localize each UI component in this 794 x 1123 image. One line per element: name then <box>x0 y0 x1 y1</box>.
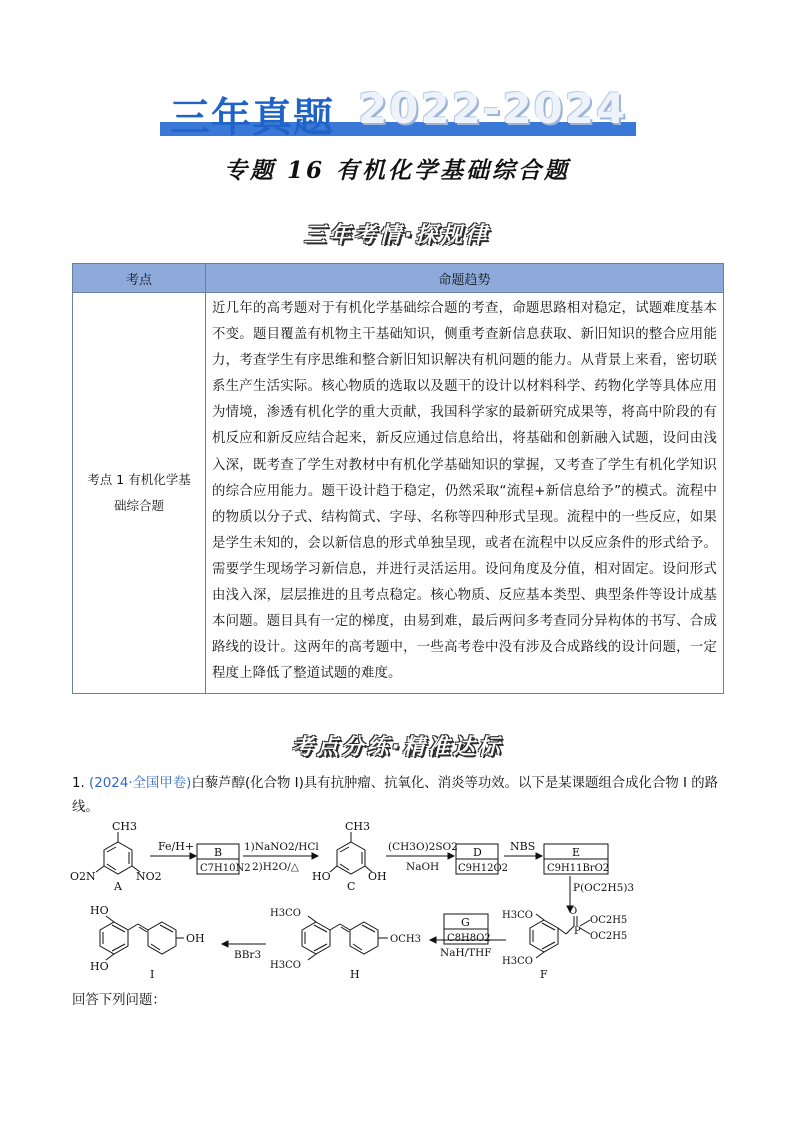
group-h3co-h1: H3CO <box>270 908 301 919</box>
reagent-step5: P(OC2H5)3 <box>573 882 635 894</box>
group-oh-i: OH <box>186 932 205 945</box>
compound-h-structure <box>302 916 388 960</box>
label-i: I <box>150 968 155 981</box>
reagent-step2b: 2)H2O/△ <box>252 861 299 873</box>
compound-i-structure <box>100 916 184 960</box>
question-number: 1. <box>72 776 85 791</box>
answer-prompt: 回答下列问题： <box>72 993 166 1008</box>
label-e: E <box>572 846 581 859</box>
label-h: H <box>350 968 360 981</box>
group-h3co-f2: H3CO <box>502 956 533 967</box>
kaodian-cell <box>73 293 206 694</box>
reagent-step1: Fe/H+ <box>158 840 195 853</box>
reagent-step2a: 1)NaNO2/HCl <box>244 841 319 853</box>
formula-g: C8H8O2 <box>447 933 491 944</box>
compound-c-structure <box>330 832 372 874</box>
compound-a-structure <box>96 832 140 874</box>
formula-d: C9H12O2 <box>458 863 509 874</box>
label-a: A <box>114 880 122 893</box>
group-ho-i2: HO <box>90 960 109 973</box>
header-trend: 命题趋势 <box>206 264 724 293</box>
subject-title: 专题 16 有机化学基础综合题 <box>223 157 571 184</box>
group-ho-i1: HO <box>90 904 109 917</box>
question-stem: 白藜芦醇(化合物 I)具有抗肿瘤、抗氧化、消炎等功效。以下是某课题组合成化合物 I 的路线。 <box>72 776 718 815</box>
reagent-step6: NaH/THF <box>440 947 492 959</box>
header-kaodian: 考点 <box>73 264 206 293</box>
trend-cell: 近几年的高考题对于有机化学基础综合题的考查，命题思路相对稳定，试题难度基本不变。题目覆盖有机物主干基础知识，侧重考查新信息获取、新旧知识的整合应用能力，考查学生有序思维和整合新旧知识解决有机问题的能力。从背景上来看，密切联系生产生活实际。核心物质的选取以及题干的设计以材料科学、药物化学等具体应用为情境，渗透有机化学的重大贡献，我国科学家的最新研究成果等，将高中阶段的有机反应和新反应结合起来，新反应通过信息给出，将基础和创新融入试题，设问由浅入深，既考查了学生对教材中有机化学基础知识的掌握，又考查了学生有机化学知识的综合应用能力。题干设计趋于稳定，仍然采取“流程+新信息给予”的模式。流程中的物质以分子式、结构简式、字母、名称等四种形式呈现。流程中的一些反应，如果是学生未知的，会以新信息的形式单独呈现，或者在流程中以反应条件的形式给予。需要学生现场学习新信息，并进行灵活运用。设问角度及分值，相对固定。设问形式由浅入深，层层推进的且考点稳定。核心物质、反应基本类型、典型条件等设计成基本问题。题目具有一定的梯度，由易到难，最后两问多考查同分异构体的书写、合成路线的设计。这两年的高考题中，一些高考卷中没有涉及合成路线的设计问题，一定程度上降低了整道试题的难度。 <box>206 293 724 694</box>
group-ch3-a: CH3 <box>112 822 138 833</box>
group-oc2h5-f2: OC2H5 <box>590 931 628 942</box>
label-d: D <box>473 846 482 859</box>
group-och3-h: OCH3 <box>390 934 421 945</box>
kaodian-text: 考点 1 有机化学基础综合题 <box>87 472 191 514</box>
label-c: C <box>347 880 356 893</box>
group-h3co-h2: H3CO <box>270 960 301 971</box>
group-no2-a: NO2 <box>136 870 162 883</box>
banner-years: 2022-2024 <box>358 84 628 133</box>
group-oc2h5-f1: OC2H5 <box>590 915 628 926</box>
section-heading-practice: 考点分练·精准达标 <box>291 735 503 760</box>
header-banner <box>160 84 636 142</box>
group-h3co-f1: H3CO <box>502 910 533 921</box>
question-1 <box>72 772 732 820</box>
synthesis-scheme <box>66 822 636 982</box>
group-ho-c: HO <box>312 870 331 883</box>
group-p-f: P <box>574 926 581 937</box>
formula-e: C9H11BrO2 <box>547 863 610 874</box>
label-b: B <box>214 846 223 859</box>
group-o2n-a: O2N <box>70 870 96 883</box>
table-row <box>73 293 724 694</box>
banner-title: 三年真题 <box>170 95 334 141</box>
compound-f-structure <box>530 914 590 958</box>
label-f: F <box>540 968 548 981</box>
table-header-row <box>73 264 724 293</box>
group-o-f: O <box>569 906 578 917</box>
reagent-step4: NBS <box>510 840 536 853</box>
formula-b: C7H10N2 <box>200 863 251 874</box>
trend-table <box>72 263 724 694</box>
section-heading-trends: 三年考情·探规律 <box>303 223 491 248</box>
question-source: (2024·全国甲卷) <box>89 776 192 791</box>
group-ch3-c: CH3 <box>345 822 371 833</box>
reagent-step7: BBr3 <box>234 949 262 961</box>
reagent-step3b: NaOH <box>406 861 440 873</box>
label-g: G <box>461 916 470 929</box>
group-oh-c: OH <box>368 870 387 883</box>
reagent-step3a: (CH3O)2SO2 <box>388 841 458 853</box>
